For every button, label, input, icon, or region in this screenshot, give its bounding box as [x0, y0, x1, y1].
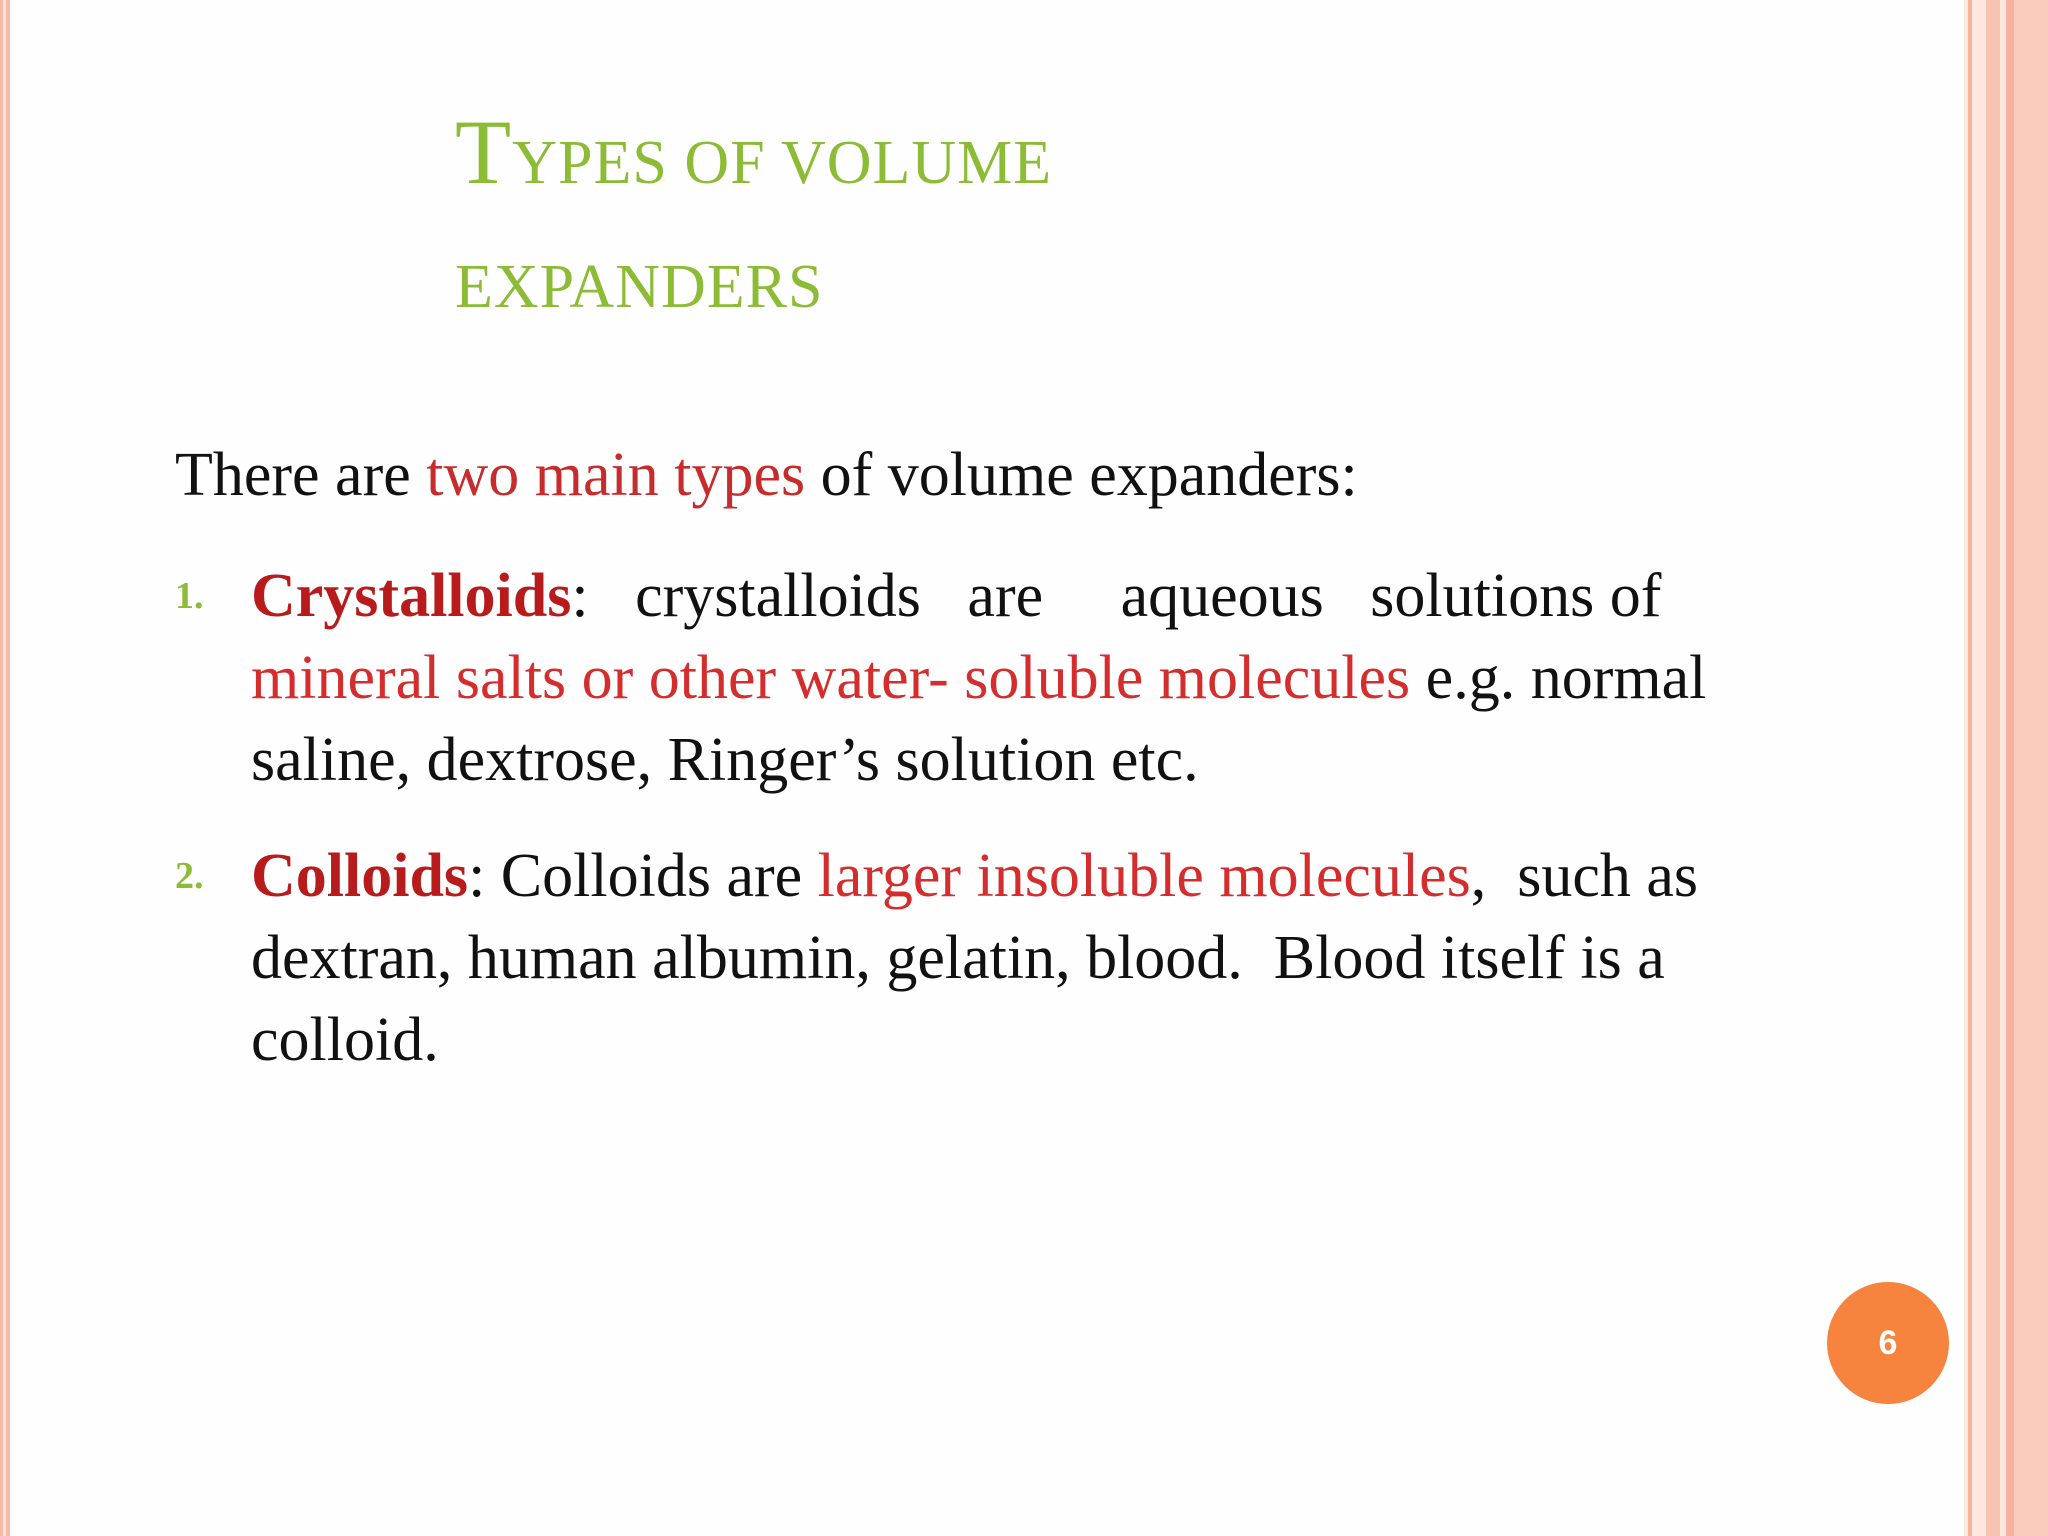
list-number: 2.	[175, 855, 204, 897]
list-item-content	[251, 555, 1891, 801]
title-line-2: EXPANDERS	[455, 253, 824, 321]
slide-title	[455, 90, 1555, 349]
right-decorative-stripes	[1964, 0, 2048, 1536]
intro-text: There are two main types of volume expanders:	[175, 441, 1358, 509]
term-colloids: Colloids	[251, 842, 469, 910]
item-row: colloid.	[251, 1006, 439, 1074]
item-row: mineral salts or other water- soluble molecules e.g. normal	[251, 644, 1707, 712]
item-row: dextran, human albumin, gelatin, blood. Blood itself is a	[251, 924, 1665, 992]
term-crystalloids: Crystalloids	[251, 562, 572, 630]
left-decorative-border	[0, 0, 10, 1536]
title-line-1: TYPES OF VOLUME	[455, 101, 1053, 203]
definition-highlight: mineral salts or other water- soluble molecules	[251, 644, 1411, 712]
item-row: Colloids: Colloids are larger insoluble molecules, such as	[251, 842, 1699, 910]
item-row: saline, dextrose, Ringer’s solution etc.	[251, 726, 1199, 794]
item-row: Crystalloids: crystalloids are aqueous solutions of	[251, 562, 1662, 630]
list-item-content	[251, 835, 1891, 1081]
intro-highlight: two main types	[426, 441, 806, 509]
list-number: 1.	[175, 575, 204, 617]
definition-highlight: larger insoluble molecules	[817, 842, 1471, 910]
page-number-badge: 6	[1827, 1282, 1949, 1404]
